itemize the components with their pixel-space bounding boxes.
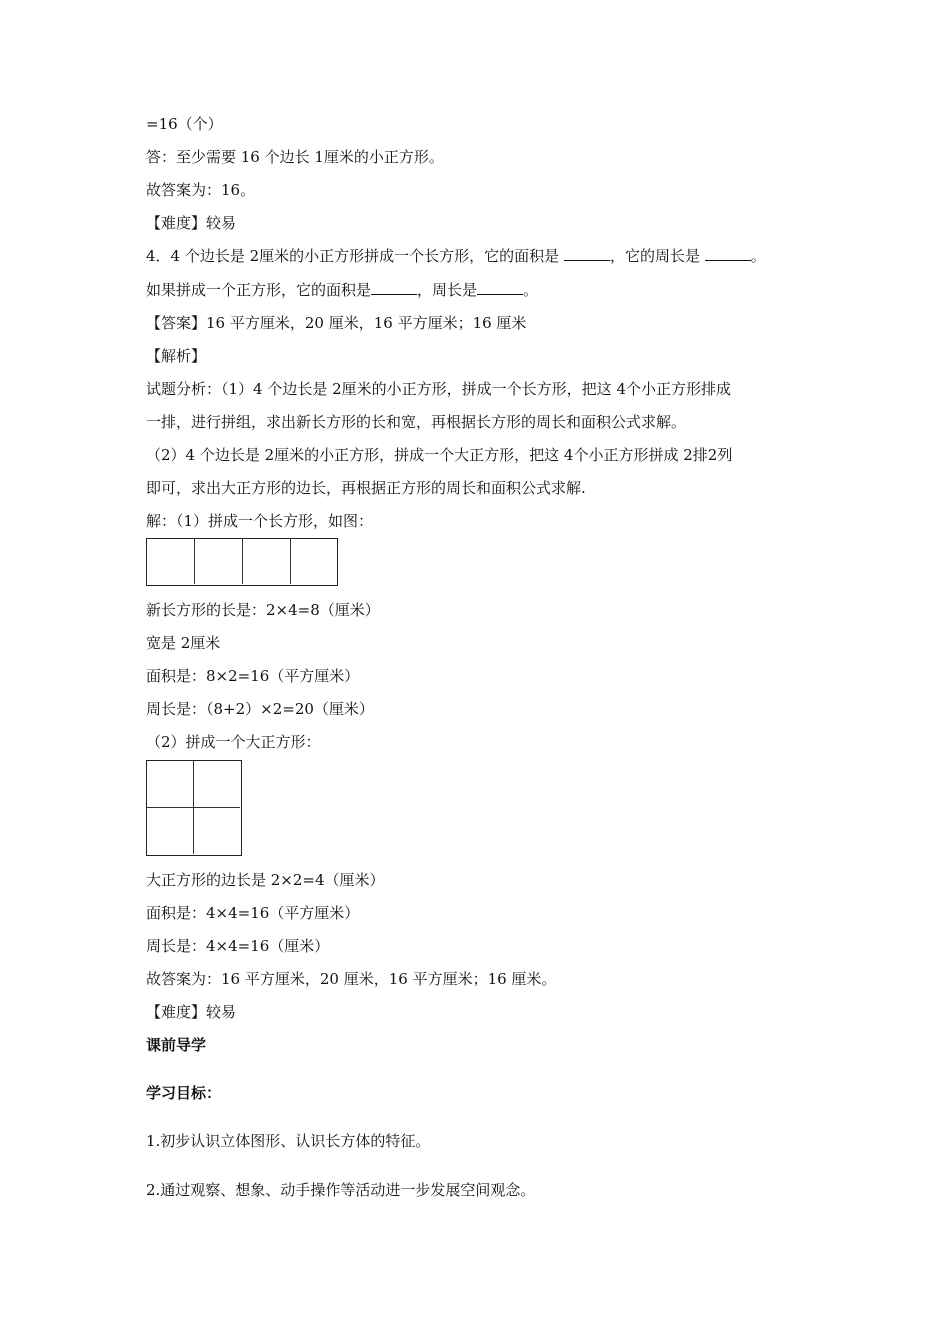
- answer-line: 【答案】16 平方厘米，20 厘米，16 平方厘米；16 厘米: [146, 314, 527, 332]
- text-line: 一排，进行拼组，求出新长方形的长和宽，再根据长方形的周长和面积公式求解。: [146, 413, 687, 431]
- text-line: 故答案为：16 平方厘米，20 厘米，16 平方厘米；16 厘米。: [146, 970, 557, 988]
- text-line: 新长方形的长是：2×4=8（厘米）: [146, 601, 380, 619]
- text-line: （2）拼成一个大正方形：: [146, 733, 321, 751]
- square-figure: [146, 760, 242, 856]
- answer-blank: [477, 280, 523, 295]
- text-line: 解：（1）拼成一个长方形，如图：: [146, 512, 374, 530]
- goal-item: 1.初步认识立体图形、认识长方体的特征。: [146, 1132, 431, 1150]
- question-4-line-1: [146, 246, 766, 266]
- text-line: 周长是：（8+2）×2=20（厘米）: [146, 700, 374, 718]
- answer-blank: [371, 280, 417, 295]
- text-line: 面积是：4×4=16（平方厘米）: [146, 904, 360, 922]
- grid-line-horizontal: [147, 807, 240, 808]
- text-line: 大正方形的边长是 2×2=4（厘米）: [146, 871, 385, 889]
- section-heading: 课前导学: [146, 1036, 207, 1054]
- text-segment: ，它的周长是: [609, 247, 700, 265]
- text-segment: 4．4 个边长是 2厘米的小正方形拼成一个长方形，它的面积是: [146, 247, 560, 265]
- section-heading: 学习目标：: [146, 1084, 222, 1102]
- text-line: =16（个）: [146, 115, 223, 133]
- text-line: 故答案为：16。: [146, 181, 256, 199]
- square-cell: [147, 539, 195, 584]
- text-line: 面积是：8×2=16（平方厘米）: [146, 667, 360, 685]
- difficulty-label: 【难度】较易: [146, 1003, 237, 1021]
- square-cell: [291, 539, 336, 584]
- text-segment: 。: [750, 247, 766, 265]
- text-line: 答：至少需要 16 个边长 1厘米的小正方形。: [146, 148, 444, 166]
- difficulty-label: 【难度】较易: [146, 214, 237, 232]
- text-line: 周长是：4×4=16（厘米）: [146, 937, 330, 955]
- answer-blank: [564, 246, 610, 261]
- text-line: 试题分析：（1）4 个边长是 2厘米的小正方形，拼成一个长方形，把这 4个小正方形排成: [146, 380, 731, 398]
- text-segment: 。: [523, 281, 539, 299]
- analysis-label: 【解析】: [146, 347, 207, 365]
- question-4-line-2: [146, 280, 538, 300]
- text-segment: 如果拼成一个正方形，它的面积是: [146, 281, 372, 299]
- goal-item: 2.通过观察、想象、动手操作等活动进一步发展空间观念。: [146, 1181, 536, 1199]
- text-line: 宽是 2厘米: [146, 634, 221, 652]
- text-line: 即可，求出大正方形的边长，再根据正方形的周长和面积公式求解.: [146, 479, 586, 497]
- text-segment: ，周长是: [417, 281, 478, 299]
- square-cell: [195, 539, 243, 584]
- rectangle-figure: [146, 538, 338, 586]
- answer-blank: [705, 246, 751, 261]
- square-cell: [243, 539, 291, 584]
- text-line: （2）4 个边长是 2厘米的小正方形，拼成一个大正方形，把这 4个小正方形拼成 2排2列: [146, 446, 733, 464]
